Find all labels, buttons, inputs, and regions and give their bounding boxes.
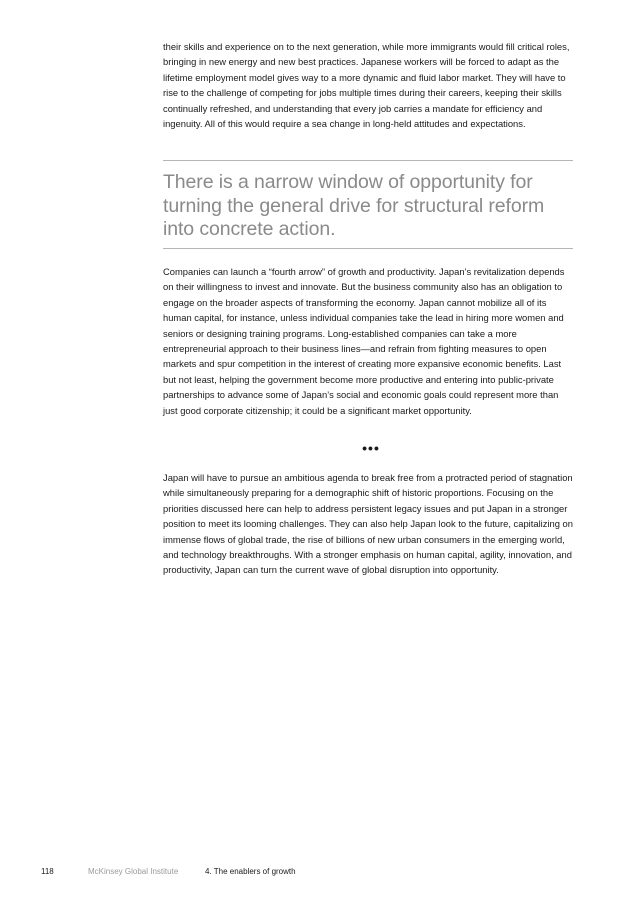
body-paragraph: Companies can launch a “fourth arrow” of growth and productivity. Japan’s revitalization depends on their willingness to invest and innovate. But the business community also has an obligation to engage on the broader aspects of transforming the economy. Japan cannot mobilize all of its human capital, for instance, unless individual companies take the lead in hiring more women and seniors or designing training programs. Long-established companies can take a more entrepreneurial approach to their business lines—and refrain from fighting measures to open markets and spur competition in the interest of creating more expansive economic benefits. Last but not least, helping the government become more productive and entering into public-private partnerships to advance some of Japan’s social and economic goals could represent more than just good corporate citizenship; it could be a significant market opportunity. bbox=[163, 266, 565, 416]
footer-publisher: McKinsey Global Institute bbox=[88, 867, 179, 876]
body-paragraph: Japan will have to pursue an ambitious agenda to break free from a protracted period of stagnation while simultaneously preparing for a demographic shift of historic proportions. Focusing on the priorities discussed here can help to address persistent legacy issues and put Japan in a stronger position to meet its looming challenges. They can also help Japan look to the future, capitalizing on immense flows of global trade, the rise of billions of new urban consumers in the emerging world, and technology breakthroughs. With a stronger emphasis on human capital, agility, innovation, and productivity, Japan can turn the current wave of global disruption into opportunity. bbox=[163, 472, 573, 576]
pull-quote-bottom-rule bbox=[163, 248, 573, 249]
body-paragraph: their skills and experience on to the next generation, while more immigrants would fill critical roles, bringing in new energy and new best practices. Japanese workers will be forced to adapt as the lifetime employment model gives way to a more dynamic and fluid labor market. They will have to rise to the challenge of competing for jobs multiple times during their careers, keeping their skills continually refreshed, and understanding that every job carries a mandate for efficiency and ingenuity. All of this would require a sea change in long-held attitudes and expectations. bbox=[163, 41, 570, 130]
pull-quote-top-rule bbox=[163, 160, 573, 161]
section-separator: ••• bbox=[362, 440, 380, 456]
pull-quote: There is a narrow window of opportunity for turning the general drive for structural reform into concrete action. bbox=[163, 171, 545, 240]
footer-chapter-title: 4. The enablers of growth bbox=[205, 867, 296, 876]
page-number: 118 bbox=[41, 867, 54, 876]
